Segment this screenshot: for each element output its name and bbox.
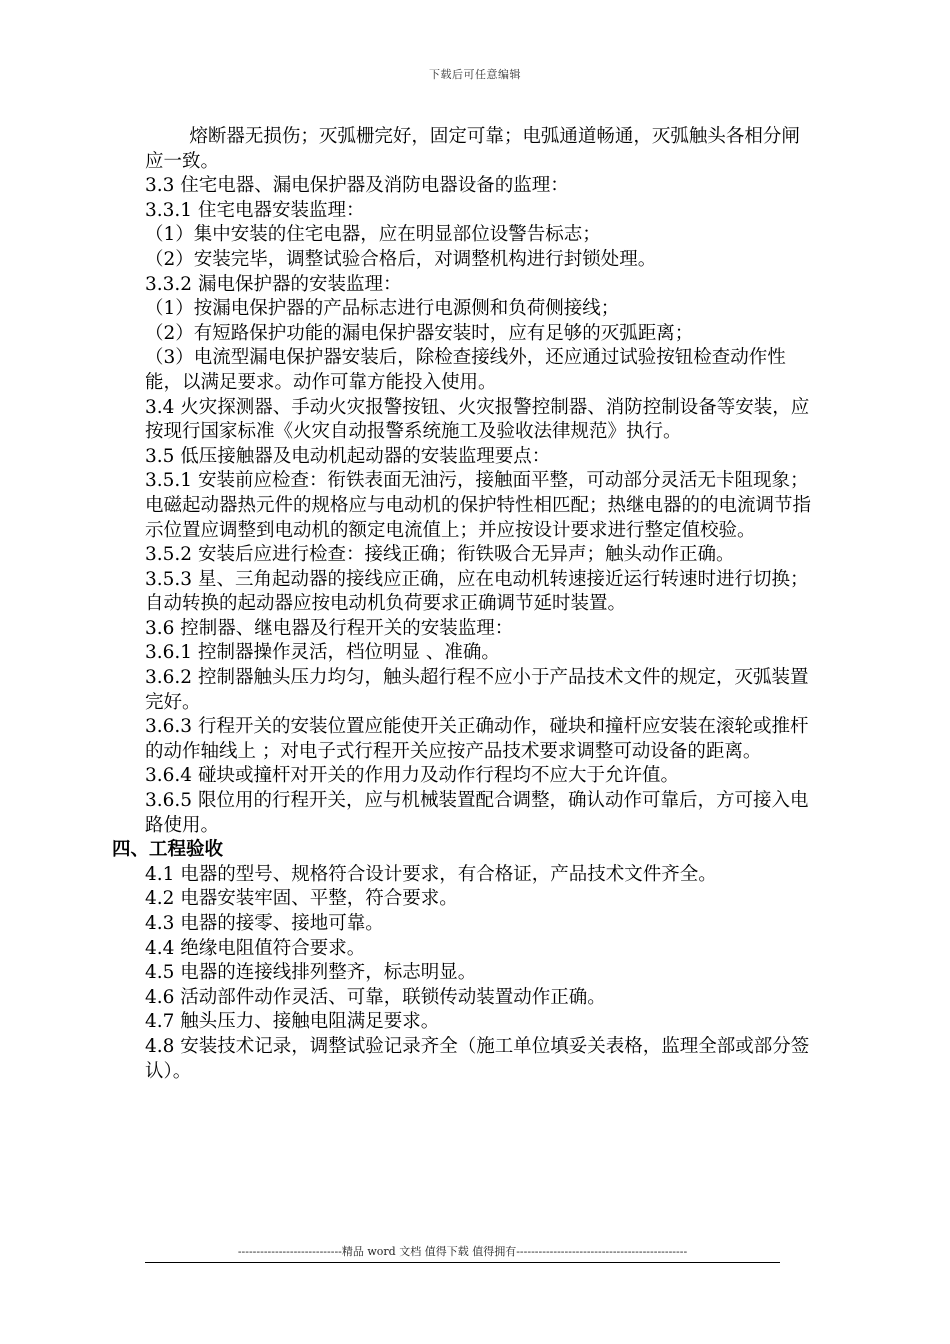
body-paragraph: 4.7 触头压力、接触电阻满足要求。 (145, 1011, 440, 1033)
body-paragraph: 4.4 绝缘电阻值符合要求。 (145, 937, 366, 959)
body-paragraph: 4.8 安装技术记录，调整试验记录齐全（施工单位填妥关表格，监理全部或部分签认）。 (145, 1035, 810, 1082)
body-paragraph: 3.6.3 行程开关的安装位置应能使开关正确动作，碰块和撞杆应安装在滚轮或推杆的动作轴线上 ；对电子式行程开关应按产品技术要求调整可动设备的距离。 (145, 716, 809, 762)
footer-divider (145, 1262, 780, 1263)
document-body (112, 125, 815, 1084)
body-paragraph: 3.3.2 漏电保护器的安装监理： (145, 273, 402, 295)
body-paragraph: 3.6.1 控制器操作灵活，档位明显 、准确。 (145, 642, 500, 664)
body-paragraph: 3.4 火灾探测器、手动火灾报警按钮、火灾报警控制器、消防控制设备等安装，应按现行国家标准《火灾自动报警系统施工及验收法律规范》执行。 (145, 396, 810, 443)
body-paragraph: （2）有短路保护功能的漏电保护器安装时，应有足够的灭弧距离； (145, 322, 694, 344)
body-paragraph: 4.1 电器的型号、规格符合设计要求，有合格证，产品技术文件齐全。 (145, 863, 717, 885)
body-paragraph: 3.5 低压接触器及电动机起动器的安装监理要点： (145, 445, 551, 467)
body-paragraph: （2）安装完毕，调整试验合格后，对调整机构进行封锁处理。 (145, 248, 657, 270)
body-paragraph: （3）电流型漏电保护器安装后，除检查接线外，还应通过试验按钮检查动作性能，以满足要求。动作可靠方能投入使用。 (145, 347, 786, 393)
body-paragraph: 4.2 电器安装牢固、平整，符合要求。 (145, 888, 458, 910)
page-footer: ----------------------------精品 word 文档 值得下载 值得拥有---------------------------------------------- (237, 1245, 688, 1258)
body-paragraph: 3.6.2 控制器触头压力均匀，触头超行程不应小于产品技术文件的规定，灭弧装置完好。 (145, 667, 809, 713)
body-paragraph: 3.6.5 限位用的行程开关，应与机械装置配合调整，确认动作可靠后，方可接入电路使用。 (145, 790, 809, 836)
body-paragraph: 3.5.1 安装前应检查：衔铁表面无油污，接触面平整，可动部分灵活无卡阻现象；电磁起动器热元件的规格应与电动机的保护特性相匹配；热继电器的的电流调节指示位置应调整到电动机的额定电流值上；并应按设计要求进行整定值校验。 (145, 470, 812, 541)
body-paragraph: 熔断器无损伤；灭弧栅完好，固定可靠；电弧通道畅通，灭弧触头各相分闸应一致。 (145, 126, 800, 172)
body-paragraph: 4.3 电器的接零、接地可靠。 (145, 913, 384, 934)
body-paragraph: 4.5 电器的连接线排列整齐，标志明显。 (145, 962, 477, 984)
body-paragraph: 3.5.2 安装后应进行检查：接线正确；衔铁吸合无异声；触头动作正确。 (145, 544, 735, 566)
body-paragraph: 3.6 控制器、继电器及行程开关的安装监理： (145, 617, 514, 639)
body-paragraph: 3.6.4 碰块或撞杆对开关的作用力及动作行程均不应大于允许值。 (145, 765, 679, 787)
body-paragraph: （1）集中安装的住宅电器，应在明显部位设警告标志； (145, 224, 601, 246)
page-header: 下载后可任意编辑 (429, 68, 521, 81)
section-heading: 四、工程验收 (112, 839, 224, 861)
body-paragraph: 3.3 住宅电器、漏电保护器及消防电器设备的监理： (145, 175, 569, 197)
body-paragraph: （1）按漏电保护器的产品标志进行电源侧和负荷侧接线； (145, 298, 620, 320)
body-paragraph: 3.5.3 星、三角起动器的接线应正确，应在电动机转速接近运行转速时进行切换；自动转换的起动器应按电动机负荷要求正确调节延时装置。 (145, 568, 809, 615)
body-paragraph: 3.3.1 住宅电器安装监理： (145, 199, 365, 221)
body-paragraph: 4.6 活动部件动作灵活、可靠，联锁传动装置动作正确。 (145, 986, 606, 1008)
